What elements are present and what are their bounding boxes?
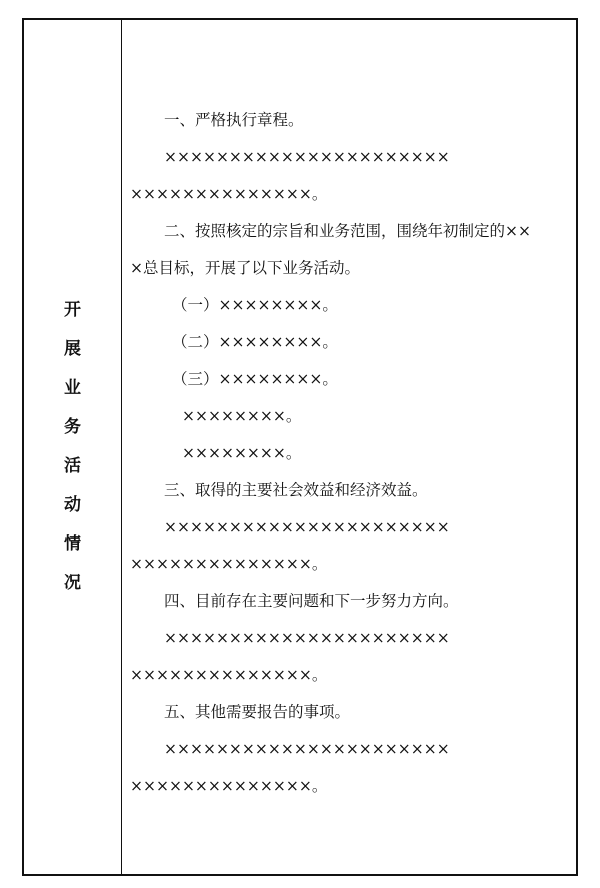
section-label-char: 活 [64,456,81,476]
content-line: （二）××××××××。 [172,333,338,351]
content-line: ×××××××××××××××××××××× [164,148,450,166]
section-label-cell [24,20,122,874]
content-line: 二、按照核定的宗旨和业务范围，围绕年初制定的×× [164,222,531,240]
section-label-char: 况 [64,573,81,593]
content-line: ××××××××××××××。 [130,777,328,795]
content-cell [122,20,576,874]
content-line: ××××××××。 [182,407,302,425]
content-line: ××××××××。 [182,444,302,462]
content-body [130,102,568,805]
content-line: ×××××××××××××××××××××× [164,740,450,758]
content-line: ×总目标，开展了以下业务活动。 [130,259,360,277]
content-line: ×××××××××××××××××××××× [164,629,450,647]
content-line: 五、其他需要报告的事项。 [164,703,351,721]
content-line: ××××××××××××××。 [130,666,328,684]
content-line: ××××××××××××××。 [130,555,328,573]
content-line: 四、目前存在主要问题和下一步努力方向。 [164,592,459,610]
section-label-char: 开 [64,300,81,320]
content-line: 三、取得的主要社会效益和经济效益。 [164,481,428,499]
section-label-char: 动 [64,495,81,515]
content-line: （三）××××××××。 [172,370,338,388]
section-label-char: 务 [64,417,81,437]
report-form-table [22,18,578,876]
content-line: 一、严格执行章程。 [164,111,304,129]
section-label-char: 情 [64,534,81,554]
content-line: （一）××××××××。 [172,296,338,314]
section-label-char: 业 [64,378,81,398]
content-line: ××××××××××××××。 [130,185,328,203]
section-label-char: 展 [64,339,81,359]
content-line: ×××××××××××××××××××××× [164,518,450,536]
